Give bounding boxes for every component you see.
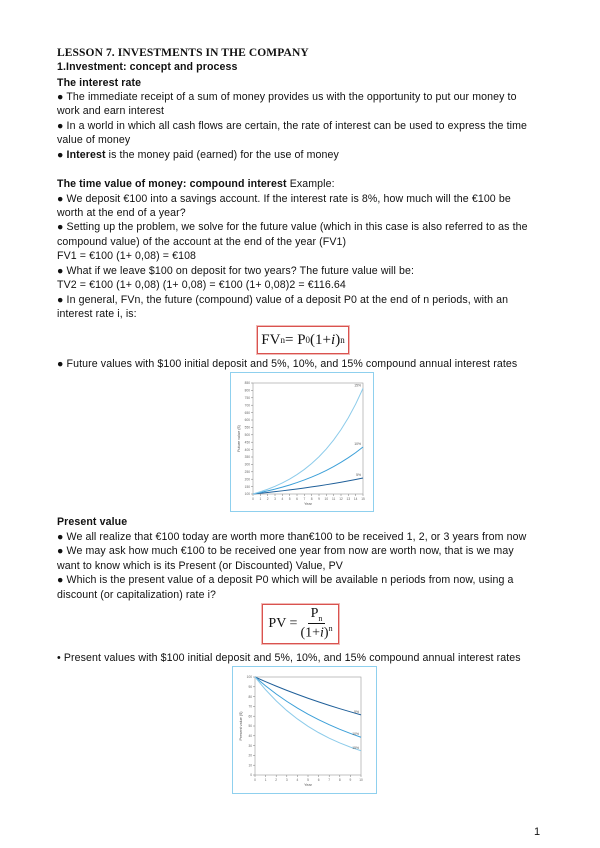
- present-value-formula: [262, 604, 339, 644]
- interest-rate-heading: The interest rate: [57, 77, 142, 89]
- fv-symbol: FV: [261, 331, 281, 348]
- lesson-title: LESSON 7. INVESTMENTS IN THE COMPANY: [57, 47, 309, 59]
- pv-line-5: discount (or capitalization) rate i?: [57, 589, 217, 601]
- pv-line-1: ● We all realize that €100 today are worth more than€100 to be received 1, 2, or 3 years from now: [57, 531, 527, 543]
- pv-x-tick-label: 0: [254, 778, 256, 782]
- pv-x-tick-label: 2: [275, 778, 278, 782]
- pv-line-2: ● We may ask how much €100 to be received one year from now are worth now, that is we may: [57, 545, 514, 557]
- fv-rate: i: [331, 331, 336, 348]
- section-heading: 1.Investment: concept and process: [57, 61, 238, 73]
- tvm-heading: The time value of money: compound interest: [57, 178, 287, 190]
- pv-series-label-10pct: 10%: [352, 732, 359, 737]
- pv-x-tick-label: 3: [285, 778, 288, 782]
- pv-series-label-15pct: 15%: [352, 745, 359, 750]
- future-value-chart-frame: [230, 372, 374, 512]
- pv-y-tick-label: 90: [248, 685, 252, 689]
- fv-y-tick-label: 700: [244, 403, 250, 408]
- pv-x-tick-label: 6: [317, 778, 320, 782]
- pv-y-tick-label: 60: [248, 714, 252, 719]
- tvm-line-9: interest rate i, is:: [57, 308, 137, 320]
- fv-x-tick-label: 2: [266, 497, 269, 501]
- pv-x-tick-label: 9: [349, 778, 352, 782]
- fv-series-line-5pct: [253, 478, 363, 494]
- pv-den-rate: i: [320, 625, 324, 641]
- tvm-line-2: worth at the end of a year?: [57, 207, 186, 219]
- fv-y-tick-label: 550: [244, 425, 250, 430]
- tvm-heading-rest: Example:: [286, 178, 335, 190]
- pv-symbol: PV =: [268, 616, 298, 631]
- fv-x-tick-label: 13: [346, 497, 351, 501]
- fv-y-tick-label: 500: [244, 433, 250, 437]
- future-value-chart: [231, 373, 373, 511]
- pv-numerator: [308, 606, 326, 624]
- pv-x-tick-label: 8: [338, 778, 341, 782]
- fv-series-label-5pct: 5%: [356, 473, 361, 478]
- tvm-line-8: ● In general, FVn, the future (compound) value of a deposit P0 at the end of n periods, with an: [57, 294, 509, 306]
- pv-y-tick-label: 80: [248, 694, 252, 699]
- fv-y-tick-label: 100: [244, 492, 250, 497]
- fv-y-tick-label: 300: [244, 462, 250, 467]
- fv-y-tick-label: 750: [244, 396, 250, 400]
- pv-chart-caption: • Present values with $100 initial deposit and 5%, 10%, and 15% compound annual interest rates: [57, 652, 521, 664]
- pv-den-exp: n: [328, 624, 333, 634]
- tvm-line-5: FV1 = €100 (1+ 0,08) = €108: [57, 250, 197, 262]
- fv-series-label-15pct: 15%: [354, 383, 361, 388]
- present-value-chart: [233, 667, 376, 793]
- interest-definition: is the money paid (earned) for the use of money: [105, 149, 339, 161]
- fv-x-tick-label: 7: [303, 497, 306, 501]
- pv-line-4: ● Which is the present value of a deposit P0 which will be available n periods from now, using a: [57, 574, 514, 586]
- fv-x-tick-label: 4: [281, 497, 284, 501]
- fv-x-tick-label: 6: [296, 497, 298, 501]
- fv-y-tick-label: 250: [244, 470, 250, 474]
- pv-y-axis-label: Present value ($): [239, 711, 243, 741]
- pv-fraction: [300, 606, 332, 641]
- tvm-line-4: compound value) of the account at the end of the year (FV1): [57, 236, 347, 248]
- pv-line-3: want to know which is its Present (or Discounted) Value, PV: [57, 560, 343, 572]
- tvm-line-1: ● We deposit €100 into a savings account. If the interest rate is 8%, how much will the €100 be: [57, 193, 511, 205]
- pv-y-tick-label: 40: [248, 734, 252, 738]
- fv-y-tick-label: 450: [244, 440, 250, 445]
- pv-x-axis-label: Year: [304, 783, 312, 787]
- fv-y-axis-label: Future value ($): [237, 425, 241, 452]
- fv-y-tick-label: 850: [244, 381, 250, 386]
- page-number: 1: [534, 826, 541, 838]
- pv-den-close: ): [323, 625, 329, 641]
- pv-x-tick-label: 10: [359, 778, 363, 782]
- fv-close: ): [335, 331, 341, 348]
- fv-y-tick-label: 400: [244, 447, 250, 452]
- interest-bullet-2-line-1: ● In a world in which all cash flows are certain, the rate of interest can be used to express the time: [57, 120, 528, 132]
- pv-series-label-5pct: 5%: [354, 709, 359, 714]
- interest-bullet-1-line-2: work and earn interest: [57, 105, 165, 117]
- fv-x-tick-label: 3: [274, 497, 276, 501]
- pv-x-tick-label: 7: [328, 778, 331, 782]
- pv-y-tick-label: 0: [250, 773, 252, 778]
- fv-paren: (1+: [310, 331, 332, 348]
- fv-x-tick-label: 15: [361, 497, 365, 501]
- fv-x-tick-label: 1: [259, 497, 262, 501]
- pv-numerator-p: P: [310, 606, 319, 622]
- pv-numerator-sub: n: [318, 614, 323, 624]
- fv-y-tick-label: 350: [244, 455, 250, 460]
- present-value-heading: Present value: [57, 516, 128, 528]
- fv-x-tick-label: 10: [324, 497, 329, 501]
- tvm-heading-line: [57, 178, 547, 191]
- pv-series-line-10pct: [255, 677, 361, 737]
- fv-x-axis-label: Year: [304, 502, 312, 506]
- interest-bullet-1-line-1: ● The immediate receipt of a sum of money provides us with the opportunity to put our money to: [57, 91, 517, 103]
- fv-subscript: n: [280, 335, 285, 345]
- fv-equals: = P: [284, 331, 306, 348]
- fv-plot-area: [253, 383, 363, 494]
- fv-x-tick-label: 8: [310, 497, 313, 501]
- tvm-line-7: TV2 = €100 (1+ 0,08) (1+ 0,08) = €100 (1+ 0,08)2 = €116.64: [57, 279, 346, 291]
- pv-x-tick-label: 1: [264, 778, 267, 782]
- fv-x-tick-label: 14: [353, 497, 358, 501]
- future-value-formula: [257, 326, 349, 354]
- tvm-line-3: ● Setting up the problem, we solve for the future value (which in this case is also referred to as the: [57, 221, 528, 233]
- interest-term: Interest: [66, 149, 106, 161]
- bullet-prefix: ●: [57, 149, 67, 161]
- tvm-line-6: ● What if we leave $100 on deposit for two years? The future value will be:: [57, 265, 415, 277]
- fv-p-subscript: 0: [305, 335, 311, 345]
- pv-x-tick-label: 4: [296, 778, 299, 782]
- pv-y-tick-label: 10: [248, 763, 252, 768]
- fv-y-tick-label: 200: [244, 477, 250, 482]
- interest-bullet-2-line-2: value of money: [57, 134, 131, 146]
- interest-bullet-3: [57, 149, 547, 162]
- fv-x-tick-label: 5: [288, 497, 291, 501]
- fv-chart-caption: ● Future values with $100 initial deposit and 5%, 10%, and 15% compound annual interest rates: [57, 358, 518, 370]
- fv-exponent: n: [340, 335, 345, 345]
- fv-y-tick-label: 800: [244, 388, 250, 393]
- pv-y-tick-label: 30: [248, 743, 252, 748]
- present-value-chart-frame: [232, 666, 377, 794]
- pv-y-tick-label: 100: [246, 675, 252, 680]
- fv-x-tick-label: 9: [318, 497, 320, 501]
- fv-x-tick-label: 11: [332, 497, 336, 501]
- pv-den-paren: (1+: [300, 625, 321, 641]
- fv-x-tick-label: 0: [252, 497, 254, 501]
- fv-y-tick-label: 150: [244, 484, 250, 489]
- pv-y-tick-label: 20: [248, 753, 252, 758]
- pv-y-tick-label: 70: [248, 704, 252, 709]
- fv-y-tick-label: 650: [244, 410, 250, 415]
- fv-x-tick-label: 12: [339, 497, 343, 501]
- pv-y-tick-label: 50: [248, 724, 252, 729]
- pv-denominator: [300, 624, 332, 642]
- fv-series-label-10pct: 10%: [354, 441, 361, 446]
- fv-y-tick-label: 600: [244, 418, 250, 423]
- pv-x-tick-label: 5: [307, 778, 309, 782]
